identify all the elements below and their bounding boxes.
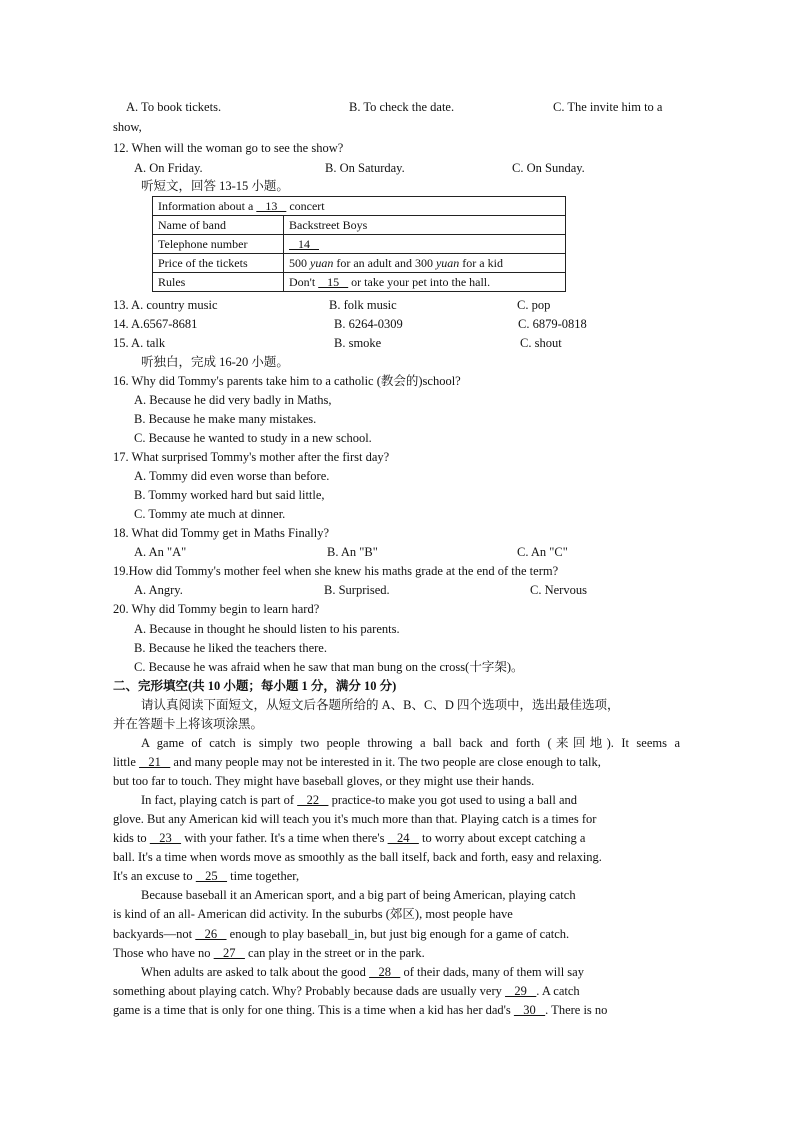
concert-info-table [152, 196, 566, 292]
table-row [153, 235, 566, 254]
q20-option-c: C. Because he was afraid when he saw that man bung on the cross(十字架)。 [134, 660, 524, 674]
q19-option-a: A. Angry. [134, 583, 183, 597]
q19-option-c: C. Nervous [530, 583, 587, 597]
text-fragment: game is a time that is only for one thing. This is a time when a kid has her dad's [113, 1003, 511, 1017]
rules-prefix: Don't [289, 275, 316, 289]
q20-option-a: A. Because in thought he should listen to his parents. [134, 622, 400, 636]
q18-option-c: C. An "C" [517, 545, 568, 559]
q18-option-a: A. An "A" [134, 545, 187, 559]
blank-30: 30 [513, 1003, 546, 1017]
passage-p1-line3: but too far to touch. They might have baseball gloves, or they might use their hands. [113, 774, 535, 788]
text-fragment: Those who have no [113, 946, 211, 960]
blank-21: 21 [139, 755, 171, 769]
text-fragment: time together, [230, 869, 300, 883]
text-fragment: can play in the street or in the park. [248, 946, 425, 960]
q11-option-c-continued: show, [113, 120, 142, 134]
part2-instruction-line2: 并在答题卡上将该项涂黑。 [113, 717, 264, 731]
currency-yuan: yuan [310, 256, 334, 270]
blank-29: 29 [505, 984, 537, 998]
section-13-15-intro: 听短文，回答 13-15 小题。 [141, 179, 289, 193]
q11-option-b: B. To check the date. [349, 100, 455, 114]
q15-option-b: B. smoke [334, 336, 382, 350]
text-fragment: practice-to make you got used to using a ball and [331, 793, 577, 807]
q12-option-b: B. On Saturday. [325, 161, 405, 175]
q13-option-c: C. pop [517, 298, 551, 312]
price-kid-amount: for an adult and 300 [333, 256, 436, 270]
passage-p2-line1 [141, 792, 577, 808]
q20-stem: 20. Why did Tommy begin to learn hard? [113, 602, 320, 616]
text-fragment: . A catch [536, 984, 580, 998]
blank-15: 15 [318, 275, 349, 289]
rules-suffix: or take your pet into the hall. [351, 275, 491, 289]
passage-p3-line3 [113, 926, 569, 942]
text-fragment: backyards—not [113, 927, 193, 941]
price-adult-amount: 500 [289, 256, 310, 270]
q12-stem: 12. When will the woman go to see the show? [113, 141, 344, 155]
table-row [153, 273, 566, 292]
q16-option-a: A. Because he did very badly in Maths, [134, 393, 332, 407]
text-fragment: kids to [113, 831, 147, 845]
text-fragment: of their dads, many of them will say [403, 965, 584, 979]
text-fragment: When adults are asked to talk about the good [141, 965, 366, 979]
passage-p3-line1: Because baseball it an American sport, and a big part of being American, playing catch [141, 888, 576, 902]
blank-24: 24 [387, 831, 419, 845]
blank-13: 13 [256, 199, 287, 213]
text-fragment: and many people may not be interested in it. The two people are close enough to talk, [173, 755, 601, 769]
passage-p2-line4: ball. It's a time when words move as smoothly as the ball itself, back and forth, easy and relaxing. [113, 850, 602, 864]
passage-p2-line5 [113, 868, 299, 884]
q14-option-c: C. 6879-0818 [518, 317, 587, 331]
q17-option-b: B. Tommy worked hard but said little, [134, 488, 325, 502]
q16-option-c: C. Because he wanted to study in a new school. [134, 431, 372, 445]
table-row [153, 216, 566, 235]
row-value-rules [284, 273, 566, 292]
q11-option-c: C. The invite him to a [553, 100, 663, 114]
q18-option-b: B. An "B" [327, 545, 378, 559]
text-fragment: enough to play baseball_in, but just big enough for a game of catch. [229, 927, 570, 941]
q16-option-b: B. Because he make many mistakes. [134, 412, 317, 426]
text-fragment: to worry about except catching a [421, 831, 586, 845]
q11-option-a: A. To book tickets. [126, 100, 222, 114]
q12-option-c: C. On Sunday. [512, 161, 585, 175]
blank-22: 22 [297, 793, 329, 807]
blank-28: 28 [369, 965, 401, 979]
text-fragment: . There is no [545, 1003, 608, 1017]
section-16-20-intro: 听独白，完成 16-20 小题。 [141, 355, 289, 369]
q15-option-c: C. shout [520, 336, 562, 350]
currency-yuan: yuan [435, 256, 460, 270]
table-header-prefix: Information about a [158, 199, 254, 213]
blank-14: 14 [289, 237, 319, 251]
passage-p2-line3 [113, 830, 585, 846]
q13-option-a: 13. A. country music [113, 298, 218, 312]
part2-heading: 二、完形填空(共 10 小题；每小题 1 分，满分 10 分) [113, 679, 397, 693]
passage-p2-line2: glove. But any American kid will teach you it's much more than that. Playing catch is a times for [113, 812, 597, 826]
part2-instruction-line1: 请认真阅读下面短文，从短文后各题所给的 A、B、C、D 四个选项中，选出最佳选项， [141, 698, 620, 712]
q12-option-a: A. On Friday. [134, 161, 203, 175]
row-label-rules: Rules [153, 273, 284, 292]
blank-27: 27 [213, 946, 245, 960]
q17-option-c: C. Tommy ate much at dinner. [134, 507, 286, 521]
blank-23: 23 [149, 831, 182, 845]
row-label-telephone: Telephone number [153, 235, 284, 254]
passage-p4-line2 [113, 983, 580, 999]
passage-p4-line3 [113, 1002, 607, 1018]
q18-stem: 18. What did Tommy get in Maths Finally? [113, 526, 330, 540]
blank-25: 25 [195, 869, 228, 883]
q16-stem: 16. Why did Tommy's parents take him to a catholic (教会的)school? [113, 374, 461, 388]
q20-option-b: B. Because he liked the teachers there. [134, 641, 327, 655]
text-fragment: little [113, 755, 136, 769]
q19-option-b: B. Surprised. [324, 583, 390, 597]
q15-option-a: 15. A. talk [113, 336, 166, 350]
row-value-price [284, 254, 566, 273]
row-label-band: Name of band [153, 216, 284, 235]
blank-26: 26 [195, 927, 227, 941]
text-fragment: It's an excuse to [113, 869, 193, 883]
text-fragment: something about playing catch. Why? Probably because dads are usually very [113, 984, 502, 998]
table-header-suffix: concert [289, 199, 325, 213]
text-fragment: with your father. It's a time when there's [184, 831, 385, 845]
passage-p3-line2: is kind of an all- American did activity. In the suburbs (郊区), most people have [113, 907, 513, 921]
q17-stem: 17. What surprised Tommy's mother after the first day? [113, 450, 390, 464]
passage-p3-line4 [113, 945, 425, 961]
passage-p1-line1: A game of catch is simply two people throwing a ball back and forth (来回地). It seems a [141, 736, 680, 750]
q19-stem: 19.How did Tommy's mother feel when she knew his maths grade at the end of the term? [113, 564, 559, 578]
price-kid-suffix: for a kid [459, 256, 503, 270]
table-header-cell [153, 197, 566, 216]
q13-option-b: B. folk music [329, 298, 397, 312]
q14-option-a: 14. A.6567-8681 [113, 317, 198, 331]
table-row [153, 254, 566, 273]
row-value-telephone [284, 235, 566, 254]
table-header-row [153, 197, 566, 216]
row-label-price: Price of the tickets [153, 254, 284, 273]
passage-p4-line1 [141, 964, 584, 980]
q14-option-b: B. 6264-0309 [334, 317, 403, 331]
text-fragment: In fact, playing catch is part of [141, 793, 295, 807]
passage-p1-line2 [113, 754, 680, 770]
q17-option-a: A. Tommy did even worse than before. [134, 469, 330, 483]
row-value-band: Backstreet Boys [284, 216, 566, 235]
